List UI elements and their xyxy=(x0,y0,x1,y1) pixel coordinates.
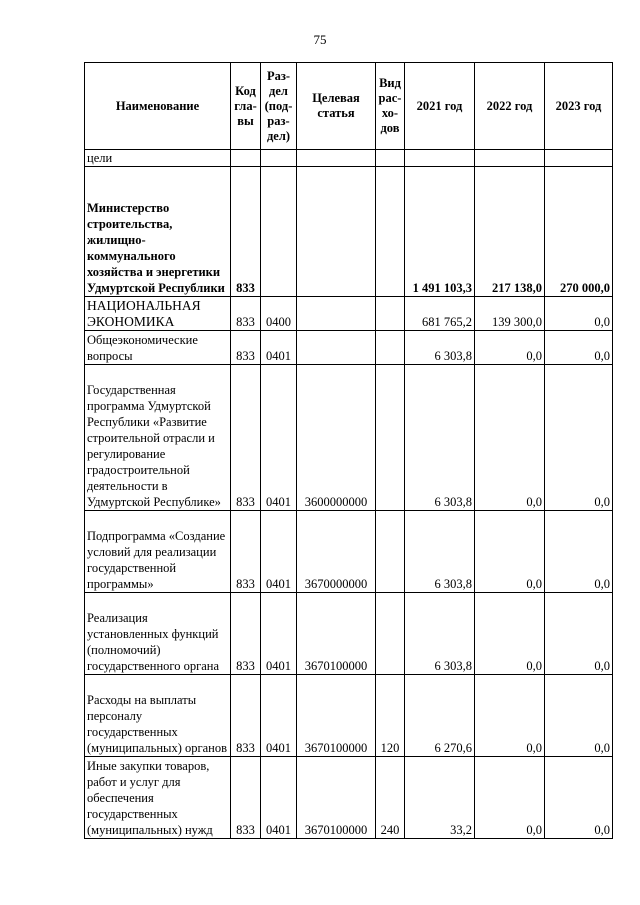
row-2022: 0,0 xyxy=(475,593,545,675)
row-2021: 6 303,8 xyxy=(405,511,475,593)
row-name: Реализация установленных функций (полномочий) государственного органа xyxy=(85,593,231,675)
row-name: Государственная программа Удмуртской Республики «Развитие строительной отрасли и регулирование градостроительной деятельности в Удмуртской Республике» xyxy=(85,365,231,511)
row-expense xyxy=(376,150,405,167)
row-expense: 240 xyxy=(376,757,405,839)
row-2022: 0,0 xyxy=(475,675,545,757)
table-row xyxy=(85,757,613,839)
row-2022: 217 138,0 xyxy=(475,167,545,297)
row-target: 3600000000 xyxy=(297,365,376,511)
row-expense xyxy=(376,331,405,365)
row-2022: 0,0 xyxy=(475,365,545,511)
row-2021: 6 303,8 xyxy=(405,365,475,511)
row-target xyxy=(297,150,376,167)
page-number: 75 xyxy=(313,32,327,47)
row-2022: 0,0 xyxy=(475,331,545,365)
row-2021: 1 491 103,3 xyxy=(405,167,475,297)
header-2021: 2021 год xyxy=(405,63,475,150)
row-expense: 120 xyxy=(376,675,405,757)
row-chapter: 833 xyxy=(231,757,261,839)
row-section: 0401 xyxy=(261,675,297,757)
row-target: 3670100000 xyxy=(297,675,376,757)
header-2023: 2023 год xyxy=(545,63,613,150)
row-2023: 0,0 xyxy=(545,297,613,331)
row-target xyxy=(297,331,376,365)
table-row xyxy=(85,511,613,593)
row-name: цели xyxy=(85,150,231,167)
row-section xyxy=(261,150,297,167)
row-2022: 0,0 xyxy=(475,757,545,839)
header-row xyxy=(85,63,613,150)
row-2021: 681 765,2 xyxy=(405,297,475,331)
header-target-article: Целевая статья xyxy=(297,63,376,150)
row-section: 0401 xyxy=(261,511,297,593)
row-2023: 0,0 xyxy=(545,675,613,757)
header-section: Раз- дел (под- раз- дел) xyxy=(261,63,297,150)
table-row xyxy=(85,593,613,675)
row-section: 0401 xyxy=(261,365,297,511)
row-section: 0400 xyxy=(261,297,297,331)
row-chapter: 833 xyxy=(231,675,261,757)
header-expense-type: Вид рас- хо- дов xyxy=(376,63,405,150)
row-2023: 0,0 xyxy=(545,757,613,839)
row-2021: 6 270,6 xyxy=(405,675,475,757)
row-expense xyxy=(376,511,405,593)
header-chapter-code: Код гла- вы xyxy=(231,63,261,150)
row-section: 0401 xyxy=(261,593,297,675)
row-chapter xyxy=(231,150,261,167)
table-row xyxy=(85,150,613,167)
row-chapter: 833 xyxy=(231,511,261,593)
row-2023: 0,0 xyxy=(545,511,613,593)
row-name: Подпрограмма «Создание условий для реализации государственной программы» xyxy=(85,511,231,593)
row-2021: 33,2 xyxy=(405,757,475,839)
row-expense xyxy=(376,297,405,331)
row-2023: 0,0 xyxy=(545,331,613,365)
table-row xyxy=(85,331,613,365)
row-target xyxy=(297,297,376,331)
row-2023: 0,0 xyxy=(545,593,613,675)
row-chapter: 833 xyxy=(231,331,261,365)
row-section xyxy=(261,167,297,297)
row-target: 3670100000 xyxy=(297,593,376,675)
table-row xyxy=(85,167,613,297)
row-2021: 6 303,8 xyxy=(405,331,475,365)
row-expense xyxy=(376,593,405,675)
table-row xyxy=(85,297,613,331)
row-name: Расходы на выплаты персоналу государственных (муниципальных) органов xyxy=(85,675,231,757)
row-name: Общеэкономические вопросы xyxy=(85,331,231,365)
budget-table xyxy=(84,62,613,839)
row-section: 0401 xyxy=(261,331,297,365)
row-2023: 0,0 xyxy=(545,365,613,511)
row-target: 3670100000 xyxy=(297,757,376,839)
row-chapter: 833 xyxy=(231,365,261,511)
row-2021 xyxy=(405,150,475,167)
row-chapter: 833 xyxy=(231,593,261,675)
header-2022: 2022 год xyxy=(475,63,545,150)
header-name: Наименование xyxy=(85,63,231,150)
row-2023: 270 000,0 xyxy=(545,167,613,297)
row-target: 3670000000 xyxy=(297,511,376,593)
row-expense xyxy=(376,167,405,297)
row-name: Министерство строительства, жилищно-коммунального хозяйства и энергетики Удмуртской Республики xyxy=(85,167,231,297)
row-2022 xyxy=(475,150,545,167)
row-chapter: 833 xyxy=(231,167,261,297)
row-target xyxy=(297,167,376,297)
table-row xyxy=(85,675,613,757)
table-row xyxy=(85,365,613,511)
row-name: Иные закупки товаров, работ и услуг для обеспечения государственных (муниципальных) нужд xyxy=(85,757,231,839)
row-name: НАЦИОНАЛЬНАЯ ЭКОНОМИКА xyxy=(85,297,231,331)
row-2022: 139 300,0 xyxy=(475,297,545,331)
row-2021: 6 303,8 xyxy=(405,593,475,675)
row-2022: 0,0 xyxy=(475,511,545,593)
row-expense xyxy=(376,365,405,511)
row-chapter: 833 xyxy=(231,297,261,331)
row-2023 xyxy=(545,150,613,167)
row-section: 0401 xyxy=(261,757,297,839)
